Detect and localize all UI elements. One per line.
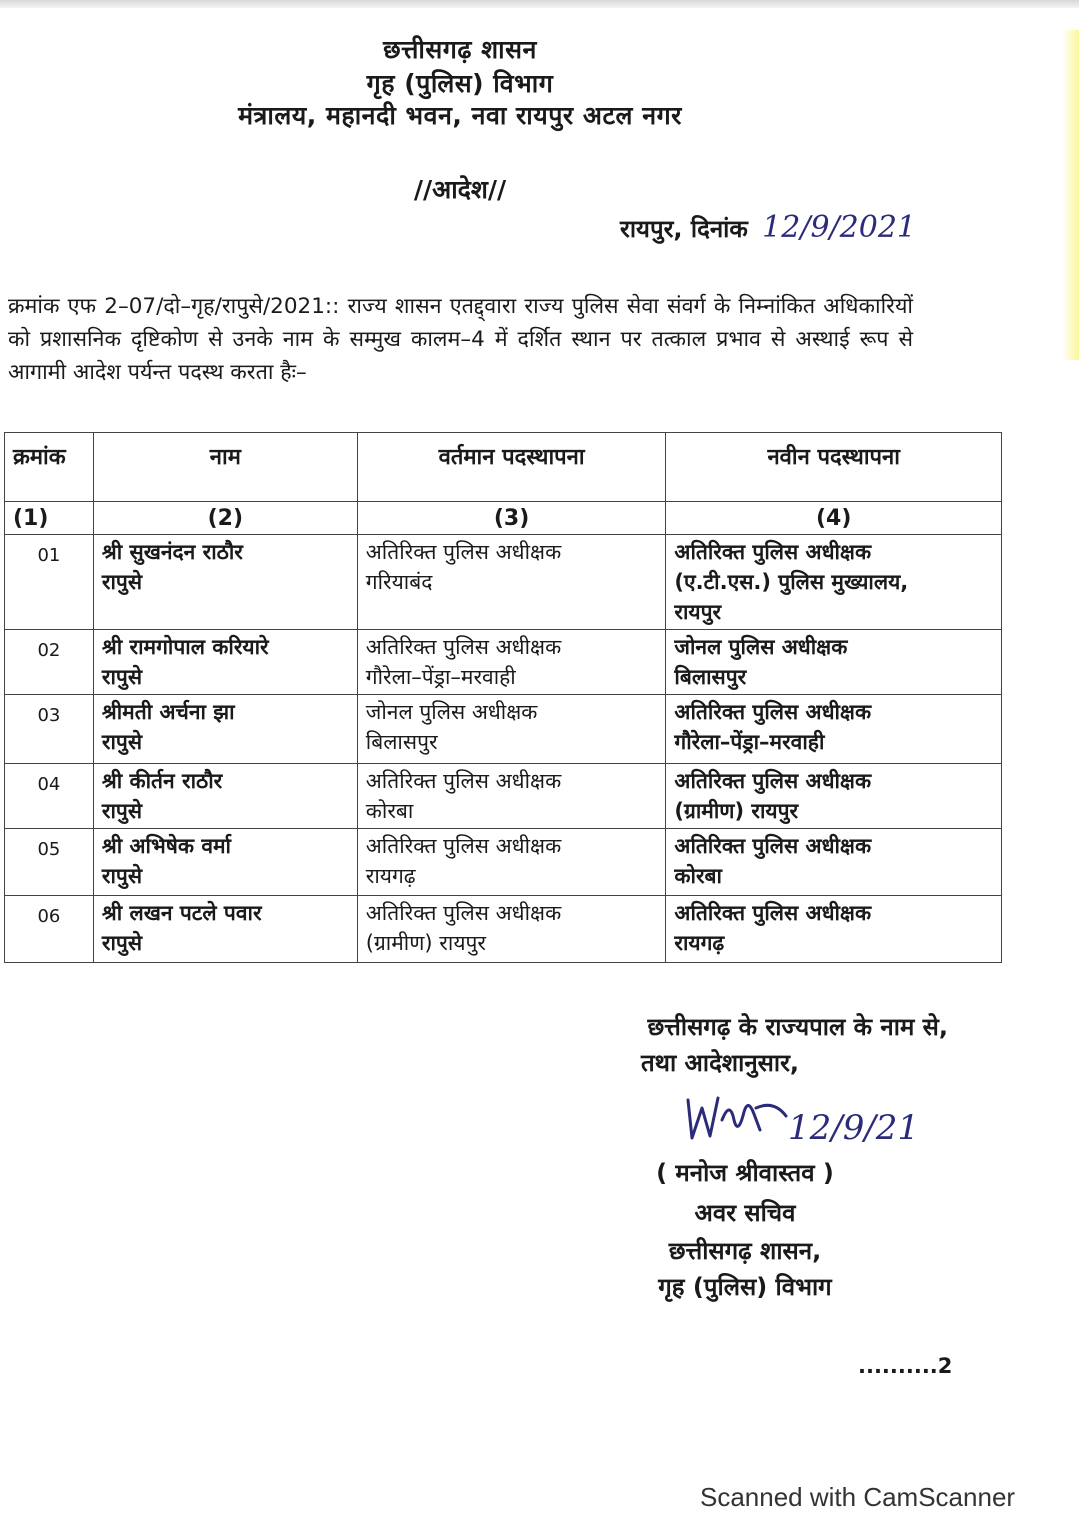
cell-line: कोरबा bbox=[674, 864, 722, 888]
signatory-org: छत्तीसगढ़ शासन, bbox=[668, 1237, 822, 1265]
cell-line: रापुसे bbox=[101, 665, 143, 689]
order-title: //आदेश// bbox=[413, 175, 507, 204]
cell-line: गौरेला–पेंड्रा–मरवाही bbox=[674, 730, 825, 754]
dateline bbox=[620, 210, 916, 245]
cell-line: अतिरिक्त पुलिस अधीक्षक bbox=[674, 769, 872, 793]
cell-line: गौरेला–पेंड्रा–मरवाही bbox=[365, 665, 516, 689]
cell-line: बिलासपुर bbox=[674, 665, 747, 689]
cell-line: श्री रामगोपाल करियारे bbox=[101, 635, 269, 659]
header-address: मंत्रालय, महानदी भवन, नवा रायपुर अटल नगर bbox=[238, 101, 682, 130]
cell-line: रापुसे bbox=[101, 799, 143, 823]
cell-line: श्रीमती अर्चना झा bbox=[101, 700, 235, 724]
cell-line: अतिरिक्त पुलिस अधीक्षक bbox=[674, 834, 872, 858]
cell-line: (ए.टी.एस.) पुलिस मुख्यालय, bbox=[674, 570, 909, 594]
scanner-watermark: Scanned with CamScanner bbox=[700, 1482, 1016, 1512]
cell-serial: 03 bbox=[5, 695, 94, 764]
table-row bbox=[5, 630, 1002, 695]
cell-serial: 02 bbox=[5, 630, 94, 695]
cell-officer-name bbox=[93, 829, 357, 896]
header-serial: क्रमांक bbox=[5, 433, 94, 502]
cell-line: (ग्रामीण) रायपुर bbox=[365, 931, 487, 955]
table-header-row bbox=[5, 433, 1002, 502]
highlighter-mark bbox=[1062, 30, 1079, 360]
cell-line: जोनल पुलिस अधीक्षक bbox=[365, 700, 538, 724]
cell-line: अतिरिक्त पुलिस अधीक्षक bbox=[365, 834, 562, 858]
page-continuation: ..........2 bbox=[858, 1354, 953, 1378]
column-number: (4) bbox=[666, 502, 1002, 535]
cell-serial: 05 bbox=[5, 829, 94, 896]
header-department: गृह (पुलिस) विभाग bbox=[366, 69, 554, 98]
cell-officer-name bbox=[93, 896, 357, 963]
cell-current-posting bbox=[357, 630, 666, 695]
cell-line: बिलासपुर bbox=[365, 730, 438, 754]
cell-new-posting bbox=[666, 695, 1002, 764]
header-new-posting: नवीन पदस्थापना bbox=[666, 433, 1002, 502]
signature-line-governor: छत्तीसगढ़ के राज्यपाल के नाम से, bbox=[647, 1013, 948, 1041]
transfer-table bbox=[4, 432, 1002, 963]
cell-line: अतिरिक्त पुलिस अधीक्षक bbox=[674, 901, 872, 925]
cell-line: रापुसे bbox=[101, 730, 143, 754]
cell-line: रापुसे bbox=[101, 931, 143, 955]
cell-officer-name bbox=[93, 535, 357, 630]
cell-line: अतिरिक्त पुलिस अधीक्षक bbox=[365, 901, 562, 925]
handwritten-date: 12/9/2021 bbox=[762, 210, 916, 245]
cell-officer-name bbox=[93, 630, 357, 695]
column-number-row bbox=[5, 502, 1002, 535]
cell-line: श्री कीर्तन राठौर bbox=[101, 769, 223, 793]
cell-new-posting bbox=[666, 630, 1002, 695]
cell-line: रापुसे bbox=[101, 864, 143, 888]
signatory-name: ( मनोज श्रीवास्तव ) bbox=[656, 1159, 834, 1187]
cell-line: जोनल पुलिस अधीक्षक bbox=[674, 635, 848, 659]
cell-new-posting bbox=[666, 896, 1002, 963]
signature-line-order: तथा आदेशानुसार, bbox=[640, 1049, 800, 1077]
cell-line: अतिरिक्त पुलिस अधीक्षक bbox=[365, 540, 562, 564]
cell-current-posting bbox=[357, 695, 666, 764]
cell-line: अतिरिक्त पुलिस अधीक्षक bbox=[674, 540, 872, 564]
cell-new-posting bbox=[666, 764, 1002, 829]
column-number: (3) bbox=[357, 502, 666, 535]
cell-line: (ग्रामीण) रायपुर bbox=[674, 799, 799, 823]
table-row bbox=[5, 695, 1002, 764]
handwritten-signature bbox=[682, 1090, 792, 1150]
cell-line: श्री सुखनंदन राठौर bbox=[101, 540, 243, 564]
header-current-posting: वर्तमान पदस्थापना bbox=[357, 433, 666, 502]
table-row bbox=[5, 535, 1002, 630]
cell-line: अतिरिक्त पुलिस अधीक्षक bbox=[674, 700, 872, 724]
signature-date: 12/9/21 bbox=[788, 1108, 920, 1148]
column-number: (1) bbox=[5, 502, 94, 535]
cell-current-posting bbox=[357, 764, 666, 829]
scan-top-edge bbox=[0, 0, 1079, 8]
header-government: छत्तीसगढ़ शासन bbox=[383, 35, 537, 64]
cell-line: रायपुर bbox=[674, 600, 722, 624]
table-row bbox=[5, 764, 1002, 829]
cell-officer-name bbox=[93, 764, 357, 829]
cell-line: श्री अभिषेक वर्मा bbox=[101, 834, 231, 858]
cell-new-posting bbox=[666, 535, 1002, 630]
cell-line: रायगढ़ bbox=[365, 864, 416, 888]
cell-line: श्री लखन पटले पवार bbox=[101, 901, 262, 925]
table-row bbox=[5, 829, 1002, 896]
cell-line: अतिरिक्त पुलिस अधीक्षक bbox=[365, 769, 562, 793]
cell-serial: 01 bbox=[5, 535, 94, 630]
cell-officer-name bbox=[93, 695, 357, 764]
cell-line: गरियाबंद bbox=[365, 570, 433, 594]
cell-new-posting bbox=[666, 829, 1002, 896]
signatory-department: गृह (पुलिस) विभाग bbox=[658, 1273, 832, 1301]
cell-line: रापुसे bbox=[101, 570, 143, 594]
table-row bbox=[5, 896, 1002, 963]
cell-current-posting bbox=[357, 829, 666, 896]
signatory-designation: अवर सचिव bbox=[694, 1199, 796, 1227]
cell-serial: 06 bbox=[5, 896, 94, 963]
cell-line: अतिरिक्त पुलिस अधीक्षक bbox=[365, 635, 562, 659]
cell-line: रायगढ़ bbox=[674, 931, 725, 955]
order-paragraph: क्रमांक एफ 2–07/दो–गृह/रापुसे/2021:: राज्य शासन एतद्द्वारा राज्य पुलिस सेवा संवर्ग के निम्नांकित अधिकारियों को प्रशासनिक दृष्टिकोण से उनके नाम के सम्मुख कालम–4 में दर्शित स्थान पर तत्काल प्रभाव से अस्थाई रूप से आगामी आदेश पर्यन्त पदस्थ करता हैः– bbox=[8, 294, 913, 385]
header-name: नाम bbox=[93, 433, 357, 502]
cell-serial: 04 bbox=[5, 764, 94, 829]
cell-current-posting bbox=[357, 896, 666, 963]
cell-line: कोरबा bbox=[365, 799, 414, 823]
column-number: (2) bbox=[93, 502, 357, 535]
date-label: रायपुर, दिनांक bbox=[620, 215, 748, 243]
cell-current-posting bbox=[357, 535, 666, 630]
